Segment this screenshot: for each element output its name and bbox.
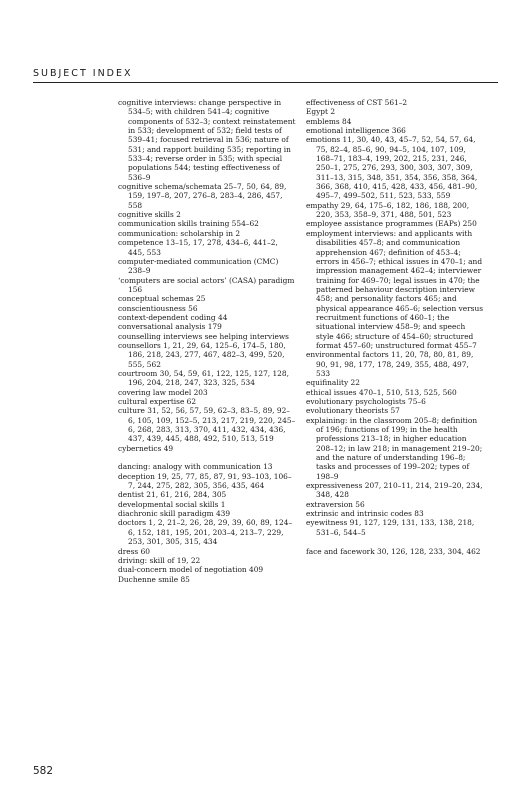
- right-index-column: [306, 98, 484, 556]
- index-entry: conceptual schemas 25: [118, 294, 206, 304]
- index-entry: dress 60: [118, 546, 150, 556]
- index-entry: emblems 84: [306, 116, 352, 126]
- index-entry: emotional intelligence 366: [306, 126, 406, 136]
- index-entry: cognitive interviews: change perspective in 534–5; with children 541–4; cognitive components of 532–3; context reinstatement in 533; development of 532; field tests of 539–41; focused retrieval in 536; nature of 531; and rapport building 535; reporting in 533–4; reverse order in 535; with special populations 544; testing effectiveness of 536–9: [118, 98, 296, 182]
- index-entry: ethical issues 470–1, 510, 513, 525, 560: [306, 387, 457, 397]
- index-entry: effectiveness of CST 561–2: [306, 98, 408, 107]
- index-entry: cognitive skills 2: [118, 210, 181, 220]
- index-entry: ‘computers are social actors’ (CASA) paradigm 156: [118, 275, 295, 294]
- index-entry: evolutionary psychologists 75–6: [306, 397, 426, 406]
- index-entry: face and facework 30, 126, 128, 233, 304, 462: [306, 546, 481, 556]
- index-entry: driving: skill of 19, 22: [118, 555, 201, 565]
- index-entry: employee assistance programmes (EAPs) 250: [306, 219, 477, 229]
- index-entry: counselling interviews see helping interviews: [118, 331, 289, 341]
- index-entry: cognitive schema/schemata 25–7, 50, 64, 89, 159, 197–8, 207, 276–8, 283–4, 286, 457, 558: [118, 182, 287, 210]
- index-entry: communication: scholarship in 2: [118, 228, 241, 238]
- index-entry: dancing: analogy with communication 13: [118, 462, 273, 472]
- index-entry: doctors 1, 2, 21–2, 26, 28, 29, 39, 60, 89, 124–6, 152, 181, 195, 201, 203–4, 213–7, 229, 253, 301, 305, 315, 434: [118, 518, 293, 547]
- index-entry: courtroom 30, 54, 59, 61, 122, 125, 127, 128, 196, 204, 218, 247, 323, 325, 534: [118, 368, 289, 388]
- page-number: 582: [33, 765, 54, 777]
- index-entry: competence 13–15, 17, 278, 434–6, 441–2, 445, 553: [118, 238, 278, 257]
- index-entry: conscientiousness 56: [118, 303, 198, 313]
- index-entry: counsellors 1, 21, 29, 64, 125–6, 174–5, 180, 186, 218, 243, 277, 467, 482–3, 499, 520, 555, 562: [118, 340, 286, 369]
- index-entry: dual-concern model of negotiation 409: [118, 565, 264, 575]
- letter-group-gap: [118, 453, 296, 462]
- index-entry: expressiveness 207, 210–11, 214, 219–20, 234, 348, 428: [306, 481, 483, 500]
- index-entry: eyewitness 91, 127, 129, 131, 133, 138, 218, 531–6, 544–5: [306, 518, 475, 537]
- index-entry: environmental factors 11, 20, 78, 80, 81, 89, 90, 91, 98, 177, 178, 249, 355, 488, 497, 533: [306, 350, 474, 378]
- index-entry: Duchenne smile 85: [118, 574, 190, 584]
- index-entry: context-dependent coding 44: [118, 312, 228, 322]
- running-header: SUBJECT INDEX: [33, 68, 133, 79]
- index-entry: communication skills training 554–62: [118, 219, 259, 229]
- index-entry: covering law model 203: [118, 387, 208, 397]
- index-entry: conversational analysis 179: [118, 322, 222, 332]
- index-entry: equifinality 22: [306, 378, 360, 388]
- index-entry: dentist 21, 61, 216, 284, 305: [118, 490, 227, 500]
- index-entry: explaining: in the classroom 205–8; definition of 196; functions of 199; in the health professions 213–18; in higher education 208–12; in law 218; in management 219–20; and the nature of understanding 196–8; tasks and processes of 199–202; types of 198–9: [306, 415, 483, 481]
- letter-group-gap: [306, 537, 484, 546]
- index-entry: computer-mediated communication (CMC) 238–9: [118, 256, 279, 276]
- index-entry: emotions 11, 30, 40, 43, 45–7, 52, 54, 57, 64, 75, 82–4, 85–6, 90, 94–5, 104, 107, 109, 168–71, 183–4, 199, 202, 215, 231, 246, 250–1, 275, 276, 293, 300, 303, 307, 309, 311–13, 315, 348, 351, 354, 356, 358, 364, 366, 368, 410, 415, 428, 433, 456, 481–90, 495–7, 499–502, 511, 523, 533, 559: [306, 135, 478, 201]
- index-entry: cultural expertise 62: [118, 397, 197, 406]
- index-entry: culture 31, 52, 56, 57, 59, 62–3, 83–5, 89, 92–6, 105, 109, 152–5, 213, 217, 219, 220, 245–6, 268, 283, 313, 370, 411, 432, 434, 436, 437, 439, 445, 488, 492, 510, 513, 519: [118, 406, 296, 444]
- index-entry: deception 19, 25, 77, 85, 87, 91, 93–103, 106–7, 244, 275, 282, 305, 356, 435, 464: [118, 471, 292, 491]
- index-entry: diachronic skill paradigm 439: [118, 509, 231, 519]
- header-rule: [33, 82, 498, 83]
- index-entry: cybernetics 49: [118, 443, 174, 453]
- index-entry: extrinsic and intrinsic codes 83: [306, 509, 424, 519]
- index-entry: developmental social skills 1: [118, 499, 226, 509]
- index-entry: Egypt 2: [306, 107, 336, 117]
- index-entry: empathy 29, 64, 175–6, 182, 186, 188, 200, 220, 353, 358–9, 371, 488, 501, 523: [306, 200, 470, 220]
- index-entry: extraversion 56: [306, 499, 365, 509]
- index-entry: employment interviews: and applicants with disabilities 457–8; and communication apprehension 467; definition of 453–4; errors in 456–7; ethical issues in 470–1; and impression management 462–4; interviewer training for 469–70; legal issues in 470; the patterned behaviour description interview 458; and personality factors 465; and physical appearance 465–6; selection versus recruitment functions of 460–1; the situational interview 458–9; and speech style 466; structure of 454–60; structured format 457–60; unstructured format 455–7: [306, 228, 483, 350]
- index-entry: evolutionary theorists 57: [306, 406, 400, 416]
- left-index-column: [118, 98, 296, 584]
